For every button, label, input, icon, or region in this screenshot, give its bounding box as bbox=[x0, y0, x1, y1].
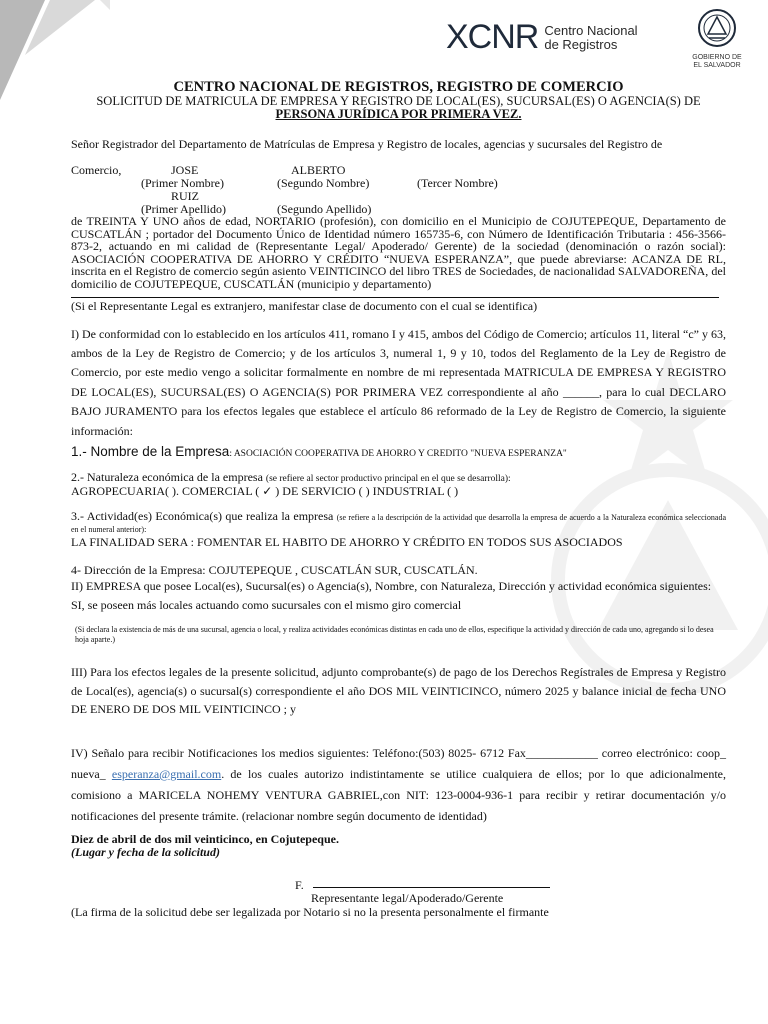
section-2-answer: SI, se poseen más locales actuando como sucursales con el mismo giro comercial bbox=[71, 598, 462, 612]
item-4: 4- Dirección de la Empresa: COJUTEPEQUE , CUSCATLÁN SUR, CUSCATLÁN. bbox=[71, 563, 478, 577]
document-body bbox=[71, 80, 726, 919]
document-subtitle: SOLICITUD DE MATRICULA DE EMPRESA Y REGISTRO DE LOCAL(ES), SUCURSAL(ES) O AGENCIA(S) DE bbox=[96, 94, 701, 108]
cnr-logo-text bbox=[544, 24, 637, 52]
section-3-text: III) Para los efectos legales de la presente solicitud, adjunto comprobante(s) de pago de los Derechos Regístrales de Empresa y Registro de Local(es), agencia(s) o sucursal(s) correspondiente el año DOS MIL VEINTICINCO, número 2025 y balance inicial de fecha UNO DE ENERO DE DOS MIL VEINTICINCO ; y bbox=[71, 665, 726, 717]
representative-paragraph: de TREINTA Y UNO años de edad, NORTARIO (profesión), con domicilio en el Municipio de COJUTEPEQUE, Departamento de CUSCATLÁN ; portador del Documento Único de Identidad número 165735-6, con Número de Identificación Tributaria : 456-3566-873-2, actuando en mi calidad de (Representante Legal/ Apoderado/ Gerente) de la sociedad (denominación o razón social): ASOCIACIÓN COOPERATIVA DE AHORRO Y CRÉDITO “NUEVA ESPERANZA”, que puede abreviarse: ACANZA DE RL, inscrita en el Registro de comercio según asiento VEINTICINCO del libro TRES de Sociedades, de nacionalidad SALVADOREÑA, del domicilio de COJUTEPEQUE, CUSCATLÁN (municipio y departamento) bbox=[71, 214, 726, 291]
section-4-text-a: IV) Señalo para recibir Notificaciones los medios siguientes: Teléfono:(503) 8025- 6712 Fax____________ correo electrónico: coop_ nueva_ bbox=[71, 745, 726, 781]
seal-text bbox=[690, 54, 744, 69]
intro-line: Señor Registrador del Departamento de Matrículas de Empresa y Registro de locales, agencias y sucursales del Registro de bbox=[71, 137, 663, 151]
item-1 bbox=[71, 443, 726, 463]
comercio-label: Comercio, bbox=[71, 163, 122, 177]
seal-icon bbox=[697, 8, 737, 48]
seal-line-1: GOBIERNO DE bbox=[692, 54, 742, 61]
primer-nombre-label: (Primer Nombre) bbox=[141, 176, 224, 190]
section-2-text: II) EMPRESA que posee Local(es), Sucursal(es) o Agencia(s), Nombre, con Naturaleza, Dirección y actividad económica siguientes: bbox=[71, 579, 712, 593]
cnr-logo bbox=[446, 18, 638, 57]
section-4-text-b: . de los cuales autorizo indistintamente se utilice cualquiera de ellos; por lo que adicionalmente, comisiono a MARICELA NOHEMY VENTURA GABRIEL,con NIT: 123-0004-936-1 para recibir y retirar documentación y/o notificaciones del presente trámite. (relacionar nombre según documento de identidad) bbox=[71, 766, 726, 823]
item-1-label: 1.- Nombre de la Empresa bbox=[71, 444, 230, 459]
primer-apellido-label: (Primer Apellido) bbox=[141, 202, 226, 216]
item-3-value: LA FINALIDAD SERA : FOMENTAR EL HABITO DE AHORRO Y CRÉDITO EN TODOS SUS ASOCIADOS bbox=[71, 535, 623, 549]
footer-note: (La firma de la solicitud debe ser legalizada por Notario si no la presenta personalmente el firmante bbox=[71, 904, 549, 919]
segundo-apellido-label: (Segundo Apellido) bbox=[277, 202, 372, 216]
name-block bbox=[71, 163, 726, 215]
segundo-nombre-value: ALBERTO bbox=[291, 163, 346, 177]
logo-line-2: de Registros bbox=[544, 36, 618, 52]
item-2-label: 2.- Naturaleza económica de la empresa bbox=[71, 470, 263, 484]
primer-nombre-value: JOSE bbox=[171, 163, 199, 177]
item-3-note: (se refiere a la descripción de la actividad que desarrolla la empresa de acuerdo a la Naturaleza económica seleccionada en el numeral anterior): bbox=[71, 513, 727, 534]
logo-line-1: Centro Nacional bbox=[544, 22, 638, 38]
item-3 bbox=[71, 511, 726, 535]
foreign-doc-line bbox=[71, 291, 719, 298]
item-3-label: 3.- Actividad(es) Económica(s) que realiza la empresa bbox=[71, 509, 334, 523]
item-2-options: AGROPECUARIA( ). COMERCIAL ( ✓ ) DE SERVICIO ( ) INDUSTRIAL ( ) bbox=[71, 484, 459, 498]
section-4-text bbox=[71, 743, 726, 827]
government-seal bbox=[690, 8, 744, 69]
item-1-value: : ASOCIACIÓN COOPERATIVA DE AHORRO Y CREDITO "NUEVA ESPERANZA" bbox=[229, 449, 567, 459]
signature-prefix: F. bbox=[295, 877, 304, 892]
signature-block bbox=[71, 875, 726, 905]
section-1-text: I) De conformidad con lo establecido en los artículos 411, romano I y 415, ambos del Código de Comercio; artículos 11, literal “c” y 63, ambos de la Ley de Registro de Comercio; y de los artículos 3, numeral 1, 9 y 10, todos del Reglamento de la Ley de Registro de Comercio, por este medio vengo a solicitar formalmente en nombre de mi representada MATRICULA DE EMPRESA Y REGISTRO DE LOCAL(ES), SUCURSAL(ES) O AGENCIA(S) POR PRIMERA VEZ correspondiente al año ______, para lo cual DECLARO BAJO JURAMENTO para los efectos legales que establece el artículo 86 reformado de la Ley de Registro de Comercio, la siguiente información: bbox=[71, 326, 726, 438]
document-subtitle-bold: PERSONA JURÍDICA POR PRIMERA VEZ. bbox=[275, 107, 522, 121]
email-link[interactable]: esperanza@gmail.com bbox=[111, 766, 222, 781]
cnr-logo-mark: XCNR bbox=[446, 18, 539, 56]
item-2 bbox=[71, 471, 726, 485]
seal-line-2: EL SALVADOR bbox=[693, 61, 741, 69]
tercer-nombre-label: (Tercer Nombre) bbox=[417, 176, 498, 190]
closing-date-label: (Lugar y fecha de la solicitud) bbox=[71, 844, 220, 859]
closing-date: Diez de abril de dos mil veinticinco, en Cojutepeque. bbox=[71, 831, 339, 846]
document-title: CENTRO NACIONAL DE REGISTROS, REGISTRO DE COMERCIO bbox=[173, 79, 624, 95]
segundo-nombre-label: (Segundo Nombre) bbox=[277, 176, 370, 190]
primer-apellido-value: RUIZ bbox=[171, 189, 199, 203]
item-2-note: (se refiere al sector productivo principal en el que se desarrolla): bbox=[265, 474, 511, 484]
foreign-note: (Si el Representante Legal es extranjero, manifestar clase de documento con el cual se identifica) bbox=[71, 298, 538, 313]
signature-label: Representante legal/Apoderado/Gerente bbox=[311, 890, 504, 905]
section-2-note: (Si declara la existencia de más de una sucursal, agencia o local, y realiza actividades económicas distintas en cada uno de ellos, especifique la actividad y dirección de cada uno, agregando si lo desea hoja aparte.) bbox=[75, 625, 714, 644]
signature-line bbox=[313, 875, 550, 888]
